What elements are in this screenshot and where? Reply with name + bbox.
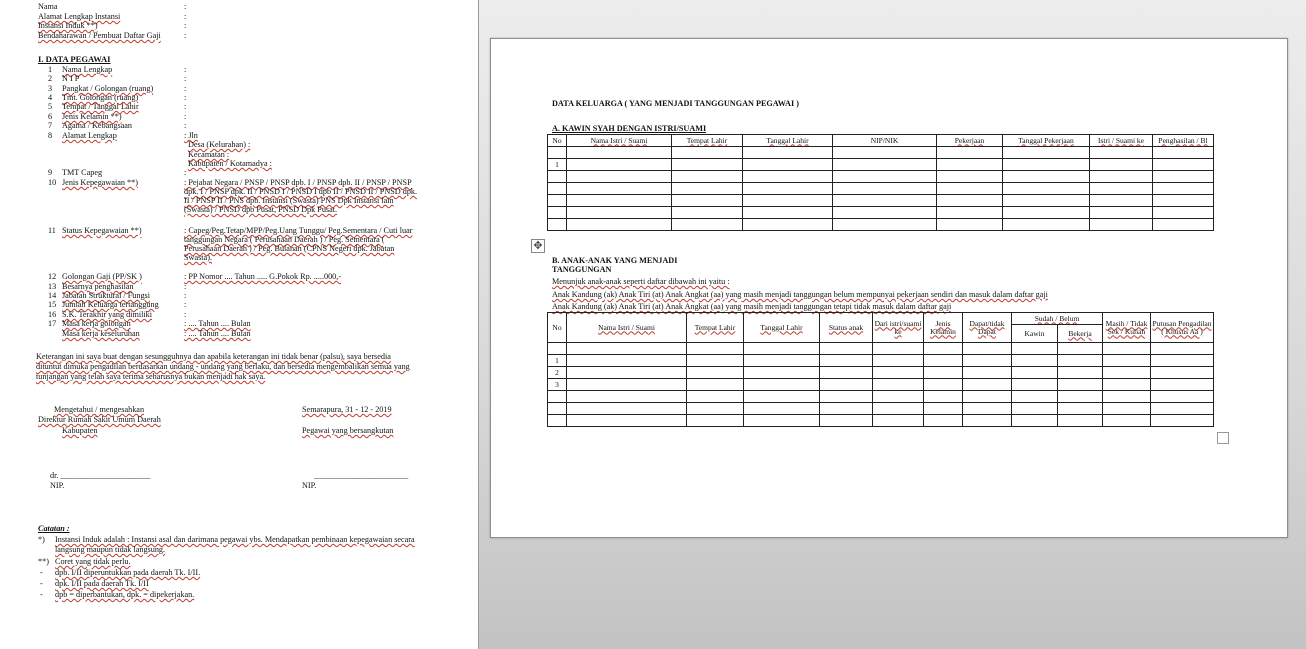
- section-b-title-line1: B. ANAK-ANAK YANG MENJADI: [552, 256, 678, 265]
- table-row: [548, 219, 1214, 231]
- row-no: [548, 195, 567, 207]
- item-label: Jumlah Keluarga tertanggung: [62, 300, 159, 309]
- colon: :: [184, 93, 187, 102]
- item-number: 6: [48, 112, 53, 121]
- golongan-gaji-value: : PP Nomor .... Tahun ..... G.Pokok Rp. .....000,-: [184, 272, 342, 281]
- row-no: [548, 415, 567, 427]
- row-no: [548, 183, 567, 195]
- note-text: Coret yang tidak perlu.: [55, 557, 131, 566]
- colon: :: [184, 168, 187, 177]
- col-pekerjaan: Pekerjaan: [937, 135, 1003, 147]
- statement-paragraph: Keterangan ini saya buat dengan sesungguhnya dan apabila keterangan ini tidak benar (palsu), saya bersedia dituntut dimuka pengadilan berdasarkan undang - undang yang berlaku, dan bersedia mengembalikan semua yang tunjangan yang telah saya terima seharusnya bukan menjadi hak saya.: [36, 352, 410, 381]
- row-no: [548, 207, 567, 219]
- note-text: dpb = diperbantukan, dpk. = dipekerjakan.: [55, 590, 195, 599]
- table-row: [548, 147, 1214, 159]
- item-label: Masa kerja keseluruhan: [62, 329, 140, 338]
- item-label: Tmt. Golongan (ruang): [62, 93, 139, 102]
- colon: :: [184, 84, 187, 93]
- masa-golongan-value: : .... Tahun .... Bulan: [184, 319, 251, 328]
- col-dari-istri-suami: Dari istri/suami ke: [873, 313, 924, 343]
- item-number: 7: [48, 121, 53, 130]
- table-move-handle[interactable]: ✥: [531, 239, 545, 253]
- sign-right-name: _______________________: [314, 471, 409, 480]
- family-data-page: [490, 38, 1288, 538]
- left-document-page: [0, 0, 478, 649]
- note-mark: -: [40, 568, 43, 577]
- item-number: 11: [48, 226, 56, 235]
- header-colon: :: [184, 31, 187, 40]
- col-penghasilan: Penghasilan / Bl: [1153, 135, 1214, 147]
- spouse-table-header: [548, 135, 1214, 147]
- colon: :: [184, 112, 187, 121]
- item-label: Agama / Kebangsaan: [62, 121, 133, 130]
- sign-left-line1: Mengetahui / mengesahkan: [54, 405, 145, 414]
- sign-left-line2: Direktur Rumah Sakit Umum Daerah: [38, 415, 161, 424]
- item-number: 12: [48, 272, 57, 281]
- header-colon: :: [184, 2, 187, 11]
- sign-left-nip: NIP.: [50, 481, 65, 490]
- item-label: N I P: [62, 74, 80, 83]
- col-putusan-pengadilan: Putusan Pengadilan ( Khusus Aa ): [1151, 313, 1214, 343]
- table-row: [548, 195, 1214, 207]
- family-data-title: DATA KELUARGA ( YANG MENJADI TANGGUNGAN PEGAWAI ): [552, 99, 799, 108]
- colon: :: [184, 300, 187, 309]
- item-number: 5: [48, 102, 53, 111]
- row-no: [548, 391, 567, 403]
- colon: :: [184, 291, 187, 300]
- col-bekerja: Bekerja: [1058, 325, 1103, 343]
- masa-keseluruhan-value: : .... Tahun .... Bulan: [184, 329, 251, 338]
- table-row: [548, 391, 1214, 403]
- header-instansi: Instansi Induk **): [38, 21, 98, 30]
- sign-left-name: dr. ______________________: [50, 471, 151, 480]
- item-number: 16: [48, 310, 57, 319]
- col-nama: Nama Istri / Suami: [567, 135, 672, 147]
- table-row: [548, 355, 1214, 367]
- children-table-header: [548, 313, 1214, 325]
- item-number: 9: [48, 168, 53, 177]
- colon: :: [184, 282, 187, 291]
- col-tempat-lahir: Tempat Lahir: [687, 313, 744, 343]
- col-no: No: [548, 135, 567, 147]
- note-mark: *): [38, 535, 45, 544]
- table-row: [548, 415, 1214, 427]
- notes-title: Catatan :: [38, 524, 70, 533]
- row-no: [548, 403, 567, 415]
- col-istri-suami-ke: Istri / Suami ke: [1090, 135, 1153, 147]
- col-kawin: Kawin: [1012, 325, 1058, 343]
- alamat-kabupaten: Kabupaten / Kotamadya :: [188, 159, 272, 168]
- col-jenis-kelamin: Jenis Kelamin: [924, 313, 963, 343]
- col-nip-nik: NIP/NIK: [833, 135, 937, 147]
- row-no: 1: [548, 355, 567, 367]
- col-nama: Nama Istri / Suami: [567, 313, 687, 343]
- note-text: dpk. I/II pada daerah Tk. I/II: [55, 579, 149, 588]
- col-tanggal-lahir: Tanggal Lahir: [743, 135, 833, 147]
- note-mark: **): [38, 557, 49, 566]
- col-masih-sekolah: Masih / Tidak Sek / Kuliah: [1103, 313, 1151, 343]
- section-data-pegawai-title: I. DATA PEGAWAI: [38, 54, 111, 64]
- item-number: 10: [48, 178, 57, 187]
- sign-left-line3: Kabupaten: [62, 426, 98, 435]
- row-no: [548, 147, 567, 159]
- table-resize-handle[interactable]: [1217, 432, 1229, 444]
- item-number: 14: [48, 291, 57, 300]
- item-label: Status Kepegawaian **): [62, 226, 142, 235]
- row-no: [548, 343, 567, 355]
- col-sudah-belum: Sudah / Belum: [1012, 313, 1103, 325]
- item-label: S.K. Terakhir yang dimiliki: [62, 310, 153, 319]
- section-b-title-line2: TANGGUNGAN: [552, 265, 612, 274]
- item-label: Masa kerja golongan: [62, 319, 131, 328]
- item-number: 4: [48, 93, 53, 102]
- item-number: 17: [48, 319, 57, 328]
- header-alamat: Alamat Lengkap Instansi: [38, 12, 121, 21]
- item-label: Golongan Gaji (PP/SK ): [62, 272, 142, 281]
- table-row: [548, 183, 1214, 195]
- table-row: [548, 367, 1214, 379]
- item-label: Nama Lengkap: [62, 65, 113, 74]
- children-table: [547, 312, 1214, 427]
- section-b-desc3: Anak Kandung (ak) Anak Tiri (at) Anak Angkat (aa) yang masih menjadi tanggungan tetapi tidak masuk dalam daftar gaji: [552, 302, 952, 311]
- jenis-kepegawaian-value: : Pejabat Negara / PNSP / PNSP dpb. I / PNSP dpb. II / PNSP / PNSP dpk. I / PNSP dpk. II / PNSD I / PNSD I dpb II / PNSD II / PNSD dpk. II / PNSP II / PNS dpb. Instansi (Swasta) PNS Dpk Instansi lain (Swasta) / PNSD dpb Pusat, PNSD Dpk Pusat.: [184, 178, 418, 214]
- item-number: 8: [48, 131, 53, 140]
- colon: :: [184, 74, 187, 83]
- row-no: [548, 171, 567, 183]
- header-colon: :: [184, 21, 187, 30]
- item-number: 1: [48, 65, 53, 74]
- colon: :: [184, 65, 187, 74]
- item-number: 13: [48, 282, 57, 291]
- status-kepegawaian-value: : Capeg/Peg.Tetap/MPP/Peg.Uang Tunggu/ Peg.Sementara / Cuti luar tanggungan Negara ( Perusahaan Daerah ) / Peg. Sementara ( Perusahaan Daerah ) / Peg. Bulanan (CPNS Negeri dpk. Jabatan Swasta).: [184, 226, 413, 262]
- sign-right-nip: NIP.: [302, 481, 317, 490]
- col-status-anak: Status anak: [820, 313, 873, 343]
- header-bendahara: Bendaharawan / Pembuat Daftar Gaji: [38, 31, 161, 40]
- item-label: Jenis Kelamin **): [62, 112, 122, 121]
- item-label: Jabatan Struktural / Fungsi: [62, 291, 151, 300]
- sign-right-line1: Semarapura, 31 - 12 - 2019: [302, 405, 392, 414]
- col-tanggal-lahir: Tanggal Lahir: [744, 313, 820, 343]
- section-a-title: A. KAWIN SYAH DENGAN ISTRI/SUAMI: [552, 124, 707, 133]
- item-label: TMT Capeg: [62, 168, 103, 177]
- col-tanggal-pekerjaan: Tanggal Pekerjaan: [1003, 135, 1090, 147]
- table-row: [548, 159, 1214, 171]
- table-row: [548, 403, 1214, 415]
- item-number: 2: [48, 74, 53, 83]
- col-tempat-lahir: Tempat Lahir: [672, 135, 743, 147]
- row-no: [548, 219, 567, 231]
- item-label: Alamat Lengkap: [62, 131, 117, 140]
- item-label: Besarnya penghasilan: [62, 282, 134, 291]
- note-mark: -: [40, 579, 43, 588]
- colon: :: [184, 310, 187, 319]
- spouse-table: [547, 134, 1214, 231]
- row-no: 3: [548, 379, 567, 391]
- colon: :: [184, 121, 187, 130]
- alamat-desa: Desa (Kelurahan) :: [188, 140, 251, 149]
- alamat-jln: : Jln: [184, 131, 198, 140]
- col-dapat-tidak: Dapat/tidak Dapat: [963, 313, 1012, 343]
- table-row: [548, 207, 1214, 219]
- item-label: Jenis Kepegawaian **): [62, 178, 138, 187]
- section-b-desc2: Anak Kandung (ak) Anak Tiri (at) Anak Angkat (aa) yang masih menjadi tanggungan belum mempunyai pekerjaan sendiri dan masuk dalam daftar gaji: [552, 290, 1048, 299]
- sign-right-line2: Pegawai yang bersangkutan: [302, 426, 394, 435]
- alamat-kecamatan: Kecamatan :: [188, 150, 230, 159]
- table-row: [548, 171, 1214, 183]
- item-number: 15: [48, 300, 57, 309]
- col-no: No: [548, 313, 567, 343]
- note-text: Instansi Induk adalah : Instansi asal dan darimana pegawai ybs. Mendapatkan pembinaan kepegawaian secara langsung maupun tidak langsung.: [55, 535, 415, 554]
- item-label: Tempat / Tanggal Lahir: [62, 102, 139, 111]
- section-b-desc1: Menunjuk anak-anak seperti daftar dibawah ini yaitu :: [552, 277, 730, 286]
- row-no: 2: [548, 367, 567, 379]
- header-nama: Nama: [38, 2, 58, 11]
- table-row: [548, 343, 1214, 355]
- note-text: dpb. I/II diperuntukkan pada daerah Tk. I/II.: [55, 568, 201, 577]
- header-colon: :: [184, 12, 187, 21]
- colon: :: [184, 102, 187, 111]
- row-no: 1: [548, 159, 567, 171]
- item-label: Pangkat / Golongan (ruang): [62, 84, 154, 93]
- note-mark: -: [40, 590, 43, 599]
- table-row: [548, 379, 1214, 391]
- item-number: 3: [48, 84, 53, 93]
